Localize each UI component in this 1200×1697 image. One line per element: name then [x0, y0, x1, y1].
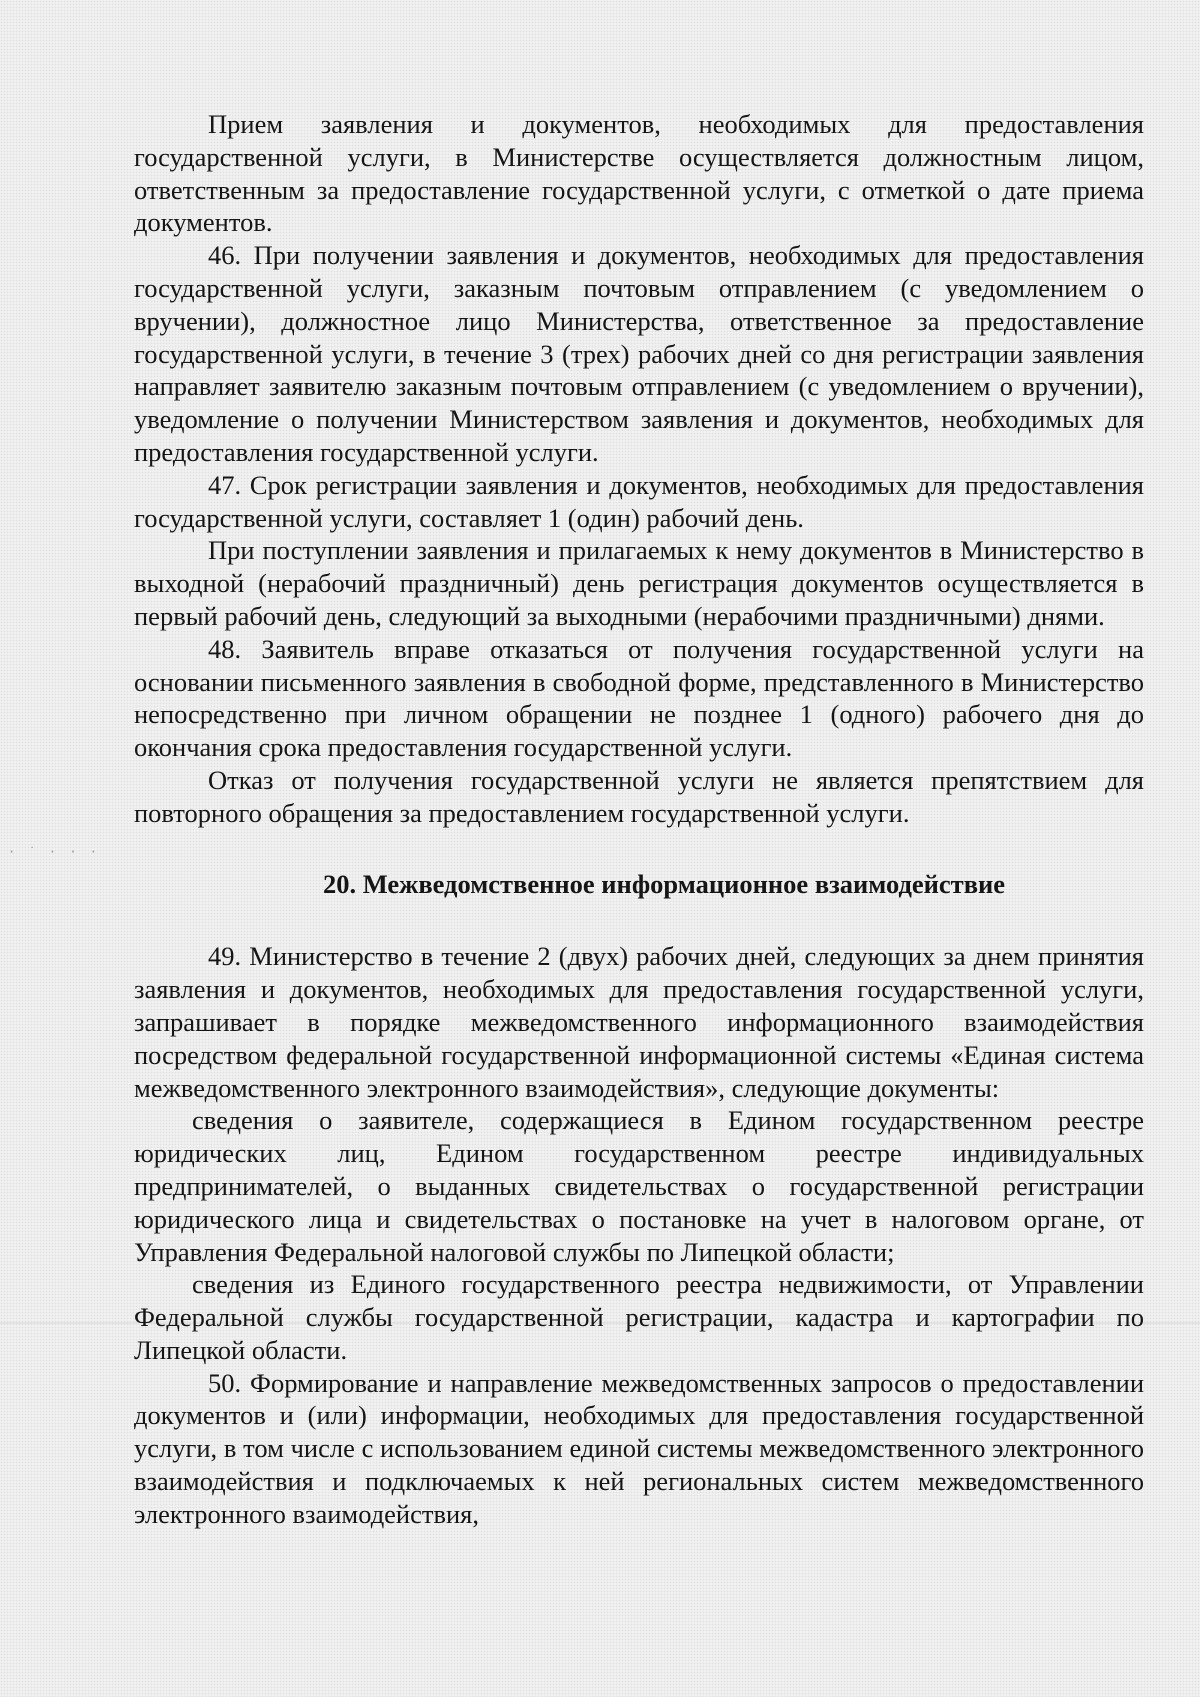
document-body	[134, 108, 1144, 1531]
paragraph-refusal: Отказ от получения государственной услуги не является препятствием для повторного обращения за предоставлением государственной услуги.	[134, 764, 1144, 828]
margin-scan-marks: · ˙ · · ·	[8, 845, 101, 859]
paragraph-48: 48. Заявитель вправе отказаться от получения государственной услуги на основании письменного заявления в свободной форме, представленного в Министерство непосредственно при личном обращении не позднее 1 (одного) рабочего дня до окончания срока предоставления государственной услуги.	[134, 633, 1144, 763]
paragraph-49: 49. Министерство в течение 2 (двух) рабочих дней, следующих за днем принятия заявления и документов, необходимых для предоставления государственной услуги, запрашивает в порядке межведомственного информационного взаимодействия посредством федеральной государственной информационной системы «Единая система межведомственного электронного взаимодействия», следующие документы:	[134, 941, 1144, 1103]
paragraph-47: 47. Срок регистрации заявления и документов, необходимых для предоставления государственной услуги, составляет 1 (один) рабочий день.	[134, 469, 1144, 533]
paragraph-holiday-registration: При поступлении заявления и прилагаемых к нему документов в Министерство в выходной (нерабочий праздничный) день регистрация документов осуществляется в первый рабочий день, следующий за выходными (нерабочими праздничными) днями.	[134, 535, 1144, 631]
paragraph-50: 50. Формирование и направление межведомственных запросов о предоставлении документов и (или) информации, необходимых для предоставления государственной услуги, в том числе с использованием единой системы межведомственного электронного взаимодействия и подключаемых к ней региональных систем межведомственного электронного взаимодействия,	[134, 1367, 1144, 1529]
section-heading: 20. Межведомственное информационное взаимодействие	[322, 868, 1006, 899]
list-item-tax-registry: сведения о заявителе, содержащиеся в Едином государственном реестре юридических лиц, Едином государственном реестре индивидуальных предпринимателей, о выданных свидетельствах о государственной регистрации юридического лица и свидетельствах о постановке на учет в налоговом органе, от Управления Федеральной налоговой службы по Липецкой области;	[134, 1105, 1144, 1267]
list-item-real-estate-registry: сведения из Единого государственного реестра недвижимости, от Управлении Федеральной службы государственной регистрации, кадастра и картографии по Липецкой области.	[134, 1269, 1144, 1365]
paragraph-46: 46. При получении заявления и документов, необходимых для предоставления государственной услуги, заказным почтовым отправлением (с уведомлением о вручении), должностное лицо Министерства, ответственное за предоставление государственной услуги, в течение 3 (трех) рабочих дней со дня регистрации заявления направляет заявителю заказным почтовым отправлением (с уведомлением о вручении), уведомление о получении Министерством заявления и документов, необходимых для предоставления государственной услуги.	[134, 240, 1144, 467]
paragraph-reception: Прием заявления и документов, необходимых для предоставления государственной услуги, в Министерстве осуществляется должностным лицом, ответственным за предоставление государственной услуги, с отметкой о дате приема документов.	[134, 109, 1144, 238]
